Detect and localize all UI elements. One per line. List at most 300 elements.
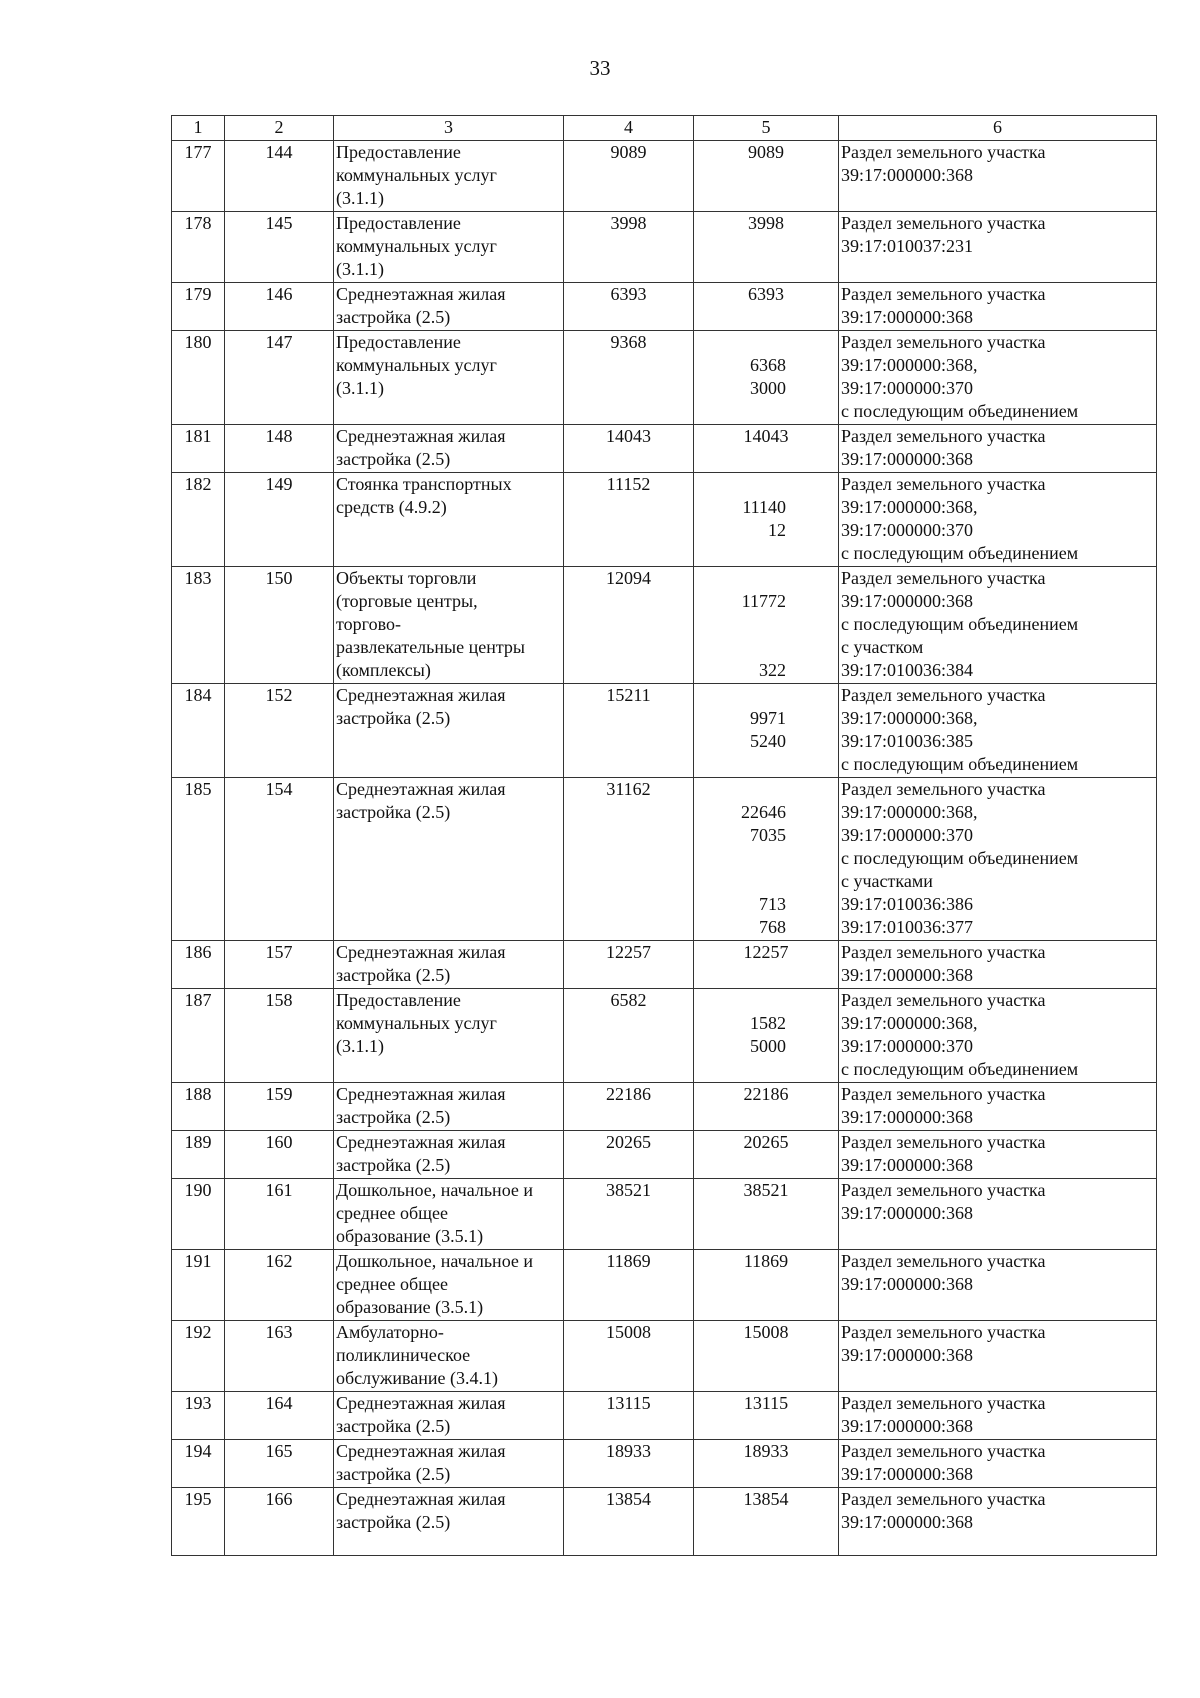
- cell-row-number: [172, 1250, 225, 1321]
- part-area-line: [696, 847, 836, 870]
- cell-part-areas: [694, 567, 839, 684]
- cell-permitted-use: [334, 1392, 564, 1440]
- formation-method-line: Раздел земельного участка: [841, 1132, 1046, 1152]
- row-number-text: 189: [184, 1132, 212, 1152]
- formation-method-line: 39:17:000000:368: [841, 1107, 974, 1127]
- cell-total-area: [564, 212, 694, 283]
- cell-plot-id: [225, 473, 334, 567]
- formation-method-line: 39:17:000000:368: [841, 1274, 974, 1294]
- total-area-text: 13115: [606, 1393, 651, 1413]
- cell-row-number: [172, 1321, 225, 1392]
- part-area-line: 322: [759, 660, 786, 680]
- cell-row-number: [172, 1083, 225, 1131]
- formation-method-line: 39:17:000000:370: [841, 1036, 974, 1056]
- part-area-line: 3000: [750, 378, 786, 398]
- plot-id-text: 166: [265, 1489, 293, 1509]
- table-row: [172, 141, 1157, 212]
- cell-permitted-use: [334, 1488, 564, 1556]
- part-area-line: 14043: [743, 426, 789, 446]
- part-area-line: 20265: [743, 1132, 789, 1152]
- permitted-use-line: Среднеэтажная жилая: [336, 685, 506, 705]
- cell-formation-method: [839, 1083, 1157, 1131]
- formation-method-line: с последующим объединением: [841, 543, 1079, 563]
- table-row: [172, 331, 1157, 425]
- cell-permitted-use: [334, 1131, 564, 1179]
- cell-total-area: [564, 778, 694, 941]
- row-number-text: 187: [184, 990, 212, 1010]
- row-number-text: 188: [184, 1084, 212, 1104]
- cell-row-number: [172, 141, 225, 212]
- permitted-use-line: застройка (2.5): [336, 449, 451, 469]
- formation-method-line: 39:17:010036:385: [841, 731, 974, 751]
- part-area-line: [696, 989, 836, 1012]
- formation-method-line: 39:17:010036:386: [841, 894, 974, 914]
- cell-part-areas: [694, 283, 839, 331]
- part-area-line: 5000: [750, 1036, 786, 1056]
- total-area-text: 18933: [606, 1441, 651, 1461]
- part-area-line: [696, 473, 836, 496]
- row-number-text: 177: [184, 142, 212, 162]
- formation-method-line: Раздел земельного участка: [841, 1084, 1046, 1104]
- cell-formation-method: [839, 425, 1157, 473]
- cell-part-areas: [694, 331, 839, 425]
- cell-total-area: [564, 283, 694, 331]
- cell-row-number: [172, 1131, 225, 1179]
- cell-plot-id: [225, 1131, 334, 1179]
- total-area-text: 15008: [606, 1322, 651, 1342]
- permitted-use-line: Дошкольное, начальное и: [336, 1251, 534, 1271]
- cell-part-areas: [694, 1392, 839, 1440]
- plot-id-text: 144: [265, 142, 293, 162]
- cell-plot-id: [225, 1250, 334, 1321]
- part-area-line: 11140: [742, 497, 786, 517]
- cell-permitted-use: [334, 141, 564, 212]
- cell-row-number: [172, 283, 225, 331]
- plot-id-text: 148: [265, 426, 293, 446]
- permitted-use-line: Среднеэтажная жилая: [336, 1132, 506, 1152]
- cell-permitted-use: [334, 1440, 564, 1488]
- total-area-text: 12257: [606, 942, 651, 962]
- cell-total-area: [564, 1321, 694, 1392]
- part-area-line: 3998: [748, 213, 784, 233]
- table-row: [172, 473, 1157, 567]
- formation-method-line: Раздел земельного участка: [841, 1393, 1046, 1413]
- permitted-use-line: застройка (2.5): [336, 708, 451, 728]
- permitted-use-line: Предоставление: [336, 142, 461, 162]
- formation-method-line: Раздел земельного участка: [841, 685, 1046, 705]
- cell-part-areas: [694, 473, 839, 567]
- permitted-use-line: Среднеэтажная жилая: [336, 1489, 506, 1509]
- formation-method-line: Раздел земельного участка: [841, 990, 1046, 1010]
- total-area-text: 11152: [606, 474, 651, 494]
- permitted-use-line: среднее общее: [336, 1274, 449, 1294]
- plot-id-text: 157: [265, 942, 293, 962]
- permitted-use-line: Среднеэтажная жилая: [336, 1441, 506, 1461]
- table-row: [172, 1488, 1157, 1556]
- permitted-use-line: Предоставление: [336, 213, 461, 233]
- table-row: [172, 989, 1157, 1083]
- cell-permitted-use: [334, 473, 564, 567]
- part-area-line: 713: [759, 894, 786, 914]
- table-row: [172, 684, 1157, 778]
- part-area-line: 22646: [741, 802, 786, 822]
- row-number-text: 193: [184, 1393, 212, 1413]
- cell-part-areas: [694, 778, 839, 941]
- row-number-text: 192: [184, 1322, 212, 1342]
- formation-method-line: 39:17:000000:368,: [841, 708, 978, 728]
- part-area-line: [696, 567, 836, 590]
- permitted-use-line: Среднеэтажная жилая: [336, 426, 506, 446]
- cell-part-areas: [694, 425, 839, 473]
- cell-plot-id: [225, 425, 334, 473]
- cell-plot-id: [225, 283, 334, 331]
- formation-method-line: 39:17:000000:370: [841, 520, 974, 540]
- column-header: 3: [334, 116, 564, 141]
- row-number-text: 195: [184, 1489, 212, 1509]
- cell-formation-method: [839, 331, 1157, 425]
- part-area-line: 12257: [743, 942, 789, 962]
- part-area-line: 12: [768, 520, 786, 540]
- table-row: [172, 212, 1157, 283]
- part-area-line: 1582: [750, 1013, 786, 1033]
- page-number: 33: [589, 56, 611, 80]
- cell-formation-method: [839, 141, 1157, 212]
- total-area-text: 13854: [606, 1489, 651, 1509]
- formation-method-line: 39:17:010036:377: [841, 917, 974, 937]
- cell-plot-id: [225, 989, 334, 1083]
- permitted-use-line: коммунальных услуг: [336, 165, 497, 185]
- permitted-use-line: застройка (2.5): [336, 1107, 451, 1127]
- total-area-text: 22186: [606, 1084, 651, 1104]
- column-header: 6: [839, 116, 1157, 141]
- cell-row-number: [172, 684, 225, 778]
- cell-plot-id: [225, 1440, 334, 1488]
- part-area-line: 6393: [748, 284, 784, 304]
- part-area-line: 5240: [750, 731, 786, 751]
- table-row: [172, 1392, 1157, 1440]
- total-area-text: 14043: [606, 426, 651, 446]
- cell-formation-method: [839, 283, 1157, 331]
- permitted-use-line: образование (3.5.1): [336, 1226, 484, 1246]
- formation-method-line: 39:17:000000:368: [841, 1203, 974, 1223]
- formation-method-line: 39:17:000000:368: [841, 1345, 974, 1365]
- permitted-use-line: застройка (2.5): [336, 802, 451, 822]
- table-row: [172, 778, 1157, 941]
- formation-method-line: 39:17:010036:384: [841, 660, 974, 680]
- table-row: [172, 1250, 1157, 1321]
- cell-plot-id: [225, 1321, 334, 1392]
- permitted-use-line: развлекательные центры: [336, 637, 526, 657]
- cell-total-area: [564, 684, 694, 778]
- total-area-text: 20265: [606, 1132, 651, 1152]
- formation-method-line: 39:17:000000:368: [841, 591, 974, 611]
- plot-id-text: 146: [265, 284, 293, 304]
- formation-method-line: 39:17:000000:370: [841, 825, 974, 845]
- cell-plot-id: [225, 141, 334, 212]
- cell-row-number: [172, 425, 225, 473]
- plot-id-text: 150: [265, 568, 293, 588]
- cell-row-number: [172, 212, 225, 283]
- formation-method-line: с последующим объединением: [841, 614, 1079, 634]
- part-area-line: 15008: [743, 1322, 789, 1342]
- plot-id-text: 158: [265, 990, 293, 1010]
- plot-id-text: 165: [265, 1441, 293, 1461]
- row-number-text: 190: [184, 1180, 212, 1200]
- formation-method-line: с последующим объединением: [841, 1059, 1079, 1079]
- permitted-use-line: застройка (2.5): [336, 1155, 451, 1175]
- cell-part-areas: [694, 684, 839, 778]
- formation-method-line: 39:17:000000:368: [841, 449, 974, 469]
- cell-formation-method: [839, 1392, 1157, 1440]
- formation-method-line: с последующим объединением: [841, 848, 1079, 868]
- row-number-text: 180: [184, 332, 212, 352]
- cell-total-area: [564, 567, 694, 684]
- formation-method-line: Раздел земельного участка: [841, 1180, 1046, 1200]
- cell-part-areas: [694, 989, 839, 1083]
- permitted-use-line: Среднеэтажная жилая: [336, 1393, 506, 1413]
- cell-permitted-use: [334, 567, 564, 684]
- cell-permitted-use: [334, 684, 564, 778]
- cell-row-number: [172, 989, 225, 1083]
- row-number-text: 194: [184, 1441, 212, 1461]
- permitted-use-line: коммунальных услуг: [336, 1013, 497, 1033]
- cell-part-areas: [694, 1083, 839, 1131]
- cell-permitted-use: [334, 1083, 564, 1131]
- permitted-use-line: застройка (2.5): [336, 965, 451, 985]
- cell-plot-id: [225, 212, 334, 283]
- permitted-use-line: коммунальных услуг: [336, 355, 497, 375]
- cell-row-number: [172, 778, 225, 941]
- total-area-text: 6582: [610, 990, 647, 1010]
- permitted-use-line: Предоставление: [336, 990, 461, 1010]
- formation-method-line: Раздел земельного участка: [841, 942, 1046, 962]
- permitted-use-line: (комплексы): [336, 660, 431, 680]
- part-area-line: 9971: [750, 708, 786, 728]
- formation-method-line: Раздел земельного участка: [841, 568, 1046, 588]
- formation-method-line: 39:17:000000:368: [841, 1464, 974, 1484]
- cell-total-area: [564, 941, 694, 989]
- cell-total-area: [564, 141, 694, 212]
- cell-permitted-use: [334, 989, 564, 1083]
- permitted-use-line: Амбулаторно-: [336, 1322, 444, 1342]
- cell-part-areas: [694, 941, 839, 989]
- cell-formation-method: [839, 941, 1157, 989]
- cell-total-area: [564, 989, 694, 1083]
- cell-part-areas: [694, 1440, 839, 1488]
- cell-part-areas: [694, 1131, 839, 1179]
- part-area-line: [696, 636, 836, 659]
- part-area-line: 13854: [743, 1489, 789, 1509]
- cell-formation-method: [839, 473, 1157, 567]
- part-area-line: 22186: [743, 1084, 789, 1104]
- part-area-line: [696, 778, 836, 801]
- row-number-text: 185: [184, 779, 212, 799]
- formation-method-line: 39:17:000000:368: [841, 307, 974, 327]
- table-row: [172, 941, 1157, 989]
- table-row: [172, 1083, 1157, 1131]
- permitted-use-line: среднее общее: [336, 1203, 449, 1223]
- part-area-line: [696, 870, 836, 893]
- table-row: [172, 425, 1157, 473]
- permitted-use-line: (3.1.1): [336, 378, 384, 398]
- cell-part-areas: [694, 141, 839, 212]
- formation-method-line: 39:17:000000:368,: [841, 355, 978, 375]
- total-area-text: 12094: [606, 568, 651, 588]
- formation-method-line: Раздел земельного участка: [841, 1251, 1046, 1271]
- plot-id-text: 159: [265, 1084, 293, 1104]
- cell-plot-id: [225, 778, 334, 941]
- part-area-line: 13115: [743, 1393, 789, 1413]
- cell-formation-method: [839, 212, 1157, 283]
- formation-method-line: 39:17:010037:231: [841, 236, 974, 256]
- table-row: [172, 1440, 1157, 1488]
- cell-row-number: [172, 473, 225, 567]
- permitted-use-line: (3.1.1): [336, 1036, 384, 1056]
- row-number-text: 183: [184, 568, 212, 588]
- cell-part-areas: [694, 1250, 839, 1321]
- table-row: [172, 1321, 1157, 1392]
- total-area-text: 38521: [606, 1180, 651, 1200]
- formation-method-line: Раздел земельного участка: [841, 142, 1046, 162]
- part-area-line: 7035: [750, 825, 786, 845]
- permitted-use-line: (3.1.1): [336, 188, 384, 208]
- cell-formation-method: [839, 778, 1157, 941]
- formation-method-line: с последующим объединением: [841, 401, 1079, 421]
- plot-id-text: 164: [265, 1393, 293, 1413]
- formation-method-line: Раздел земельного участка: [841, 1441, 1046, 1461]
- row-number-text: 178: [184, 213, 212, 233]
- cell-formation-method: [839, 1131, 1157, 1179]
- cell-plot-id: [225, 1488, 334, 1556]
- permitted-use-line: застройка (2.5): [336, 307, 451, 327]
- cell-formation-method: [839, 1179, 1157, 1250]
- formation-method-line: 39:17:000000:368: [841, 1512, 974, 1532]
- formation-method-line: Раздел земельного участка: [841, 474, 1046, 494]
- total-area-text: 31162: [606, 779, 651, 799]
- cell-part-areas: [694, 1488, 839, 1556]
- plot-id-text: 161: [265, 1180, 293, 1200]
- formation-method-line: с участком: [841, 637, 924, 657]
- cell-plot-id: [225, 1083, 334, 1131]
- column-header: 5: [694, 116, 839, 141]
- cell-row-number: [172, 1488, 225, 1556]
- total-area-text: 9368: [610, 332, 647, 352]
- row-number-text: 182: [184, 474, 212, 494]
- cell-row-number: [172, 941, 225, 989]
- cell-plot-id: [225, 1179, 334, 1250]
- permitted-use-line: застройка (2.5): [336, 1512, 451, 1532]
- total-area-text: 11869: [606, 1251, 651, 1271]
- table-row: [172, 1131, 1157, 1179]
- cell-permitted-use: [334, 778, 564, 941]
- plot-id-text: 163: [265, 1322, 293, 1342]
- permitted-use-line: коммунальных услуг: [336, 236, 497, 256]
- cell-total-area: [564, 1392, 694, 1440]
- part-area-line: [696, 613, 836, 636]
- part-area-line: 11869: [743, 1251, 789, 1271]
- formation-method-line: 39:17:000000:368: [841, 1416, 974, 1436]
- formation-method-line: Раздел земельного участка: [841, 1489, 1046, 1509]
- permitted-use-line: Среднеэтажная жилая: [336, 284, 506, 304]
- row-number-text: 184: [184, 685, 212, 705]
- cell-plot-id: [225, 1392, 334, 1440]
- permitted-use-line: торгово-: [336, 614, 401, 634]
- cell-row-number: [172, 567, 225, 684]
- permitted-use-line: Объекты торговли: [336, 568, 477, 588]
- cell-formation-method: [839, 684, 1157, 778]
- plot-id-text: 152: [265, 685, 293, 705]
- cell-part-areas: [694, 1179, 839, 1250]
- land-plot-table: [171, 115, 1157, 1556]
- cell-permitted-use: [334, 212, 564, 283]
- permitted-use-line: обслуживание (3.4.1): [336, 1368, 498, 1388]
- cell-formation-method: [839, 1250, 1157, 1321]
- cell-row-number: [172, 331, 225, 425]
- part-area-line: [696, 684, 836, 707]
- part-area-line: [696, 331, 836, 354]
- cell-permitted-use: [334, 283, 564, 331]
- permitted-use-line: Среднеэтажная жилая: [336, 1084, 506, 1104]
- row-number-text: 181: [184, 426, 212, 446]
- part-area-line: 38521: [743, 1180, 789, 1200]
- formation-method-line: Раздел земельного участка: [841, 332, 1046, 352]
- cell-permitted-use: [334, 425, 564, 473]
- cell-plot-id: [225, 684, 334, 778]
- part-area-line: 18933: [743, 1441, 789, 1461]
- formation-method-line: 39:17:000000:370: [841, 378, 974, 398]
- row-number-text: 186: [184, 942, 212, 962]
- permitted-use-line: застройка (2.5): [336, 1416, 451, 1436]
- cell-part-areas: [694, 212, 839, 283]
- permitted-use-line: Предоставление: [336, 332, 461, 352]
- plot-id-text: 147: [265, 332, 293, 352]
- total-area-text: 9089: [610, 142, 647, 162]
- cell-plot-id: [225, 567, 334, 684]
- plot-id-text: 145: [265, 213, 293, 233]
- plot-id-text: 149: [265, 474, 293, 494]
- cell-total-area: [564, 473, 694, 567]
- permitted-use-line: Стоянка транспортных: [336, 474, 512, 494]
- total-area-text: 6393: [610, 284, 647, 304]
- table-row: [172, 283, 1157, 331]
- permitted-use-line: средств (4.9.2): [336, 497, 447, 517]
- formation-method-line: с последующим объединением: [841, 754, 1079, 774]
- cell-formation-method: [839, 567, 1157, 684]
- cell-formation-method: [839, 1321, 1157, 1392]
- part-area-line: 11772: [741, 591, 786, 611]
- cell-plot-id: [225, 331, 334, 425]
- cell-row-number: [172, 1179, 225, 1250]
- permitted-use-line: застройка (2.5): [336, 1464, 451, 1484]
- permitted-use-line: поликлиническое: [336, 1345, 471, 1365]
- row-number-text: 179: [184, 284, 212, 304]
- cell-formation-method: [839, 989, 1157, 1083]
- part-area-line: 9089: [748, 142, 784, 162]
- cell-total-area: [564, 1488, 694, 1556]
- part-area-line: 768: [759, 917, 786, 937]
- cell-total-area: [564, 331, 694, 425]
- total-area-text: 3998: [610, 213, 647, 233]
- cell-total-area: [564, 1440, 694, 1488]
- cell-formation-method: [839, 1488, 1157, 1556]
- formation-method-line: с участками: [841, 871, 933, 891]
- cell-plot-id: [225, 941, 334, 989]
- column-header: 2: [225, 116, 334, 141]
- formation-method-line: 39:17:000000:368,: [841, 497, 978, 517]
- permitted-use-line: Среднеэтажная жилая: [336, 779, 506, 799]
- table-row: [172, 1179, 1157, 1250]
- cell-permitted-use: [334, 1250, 564, 1321]
